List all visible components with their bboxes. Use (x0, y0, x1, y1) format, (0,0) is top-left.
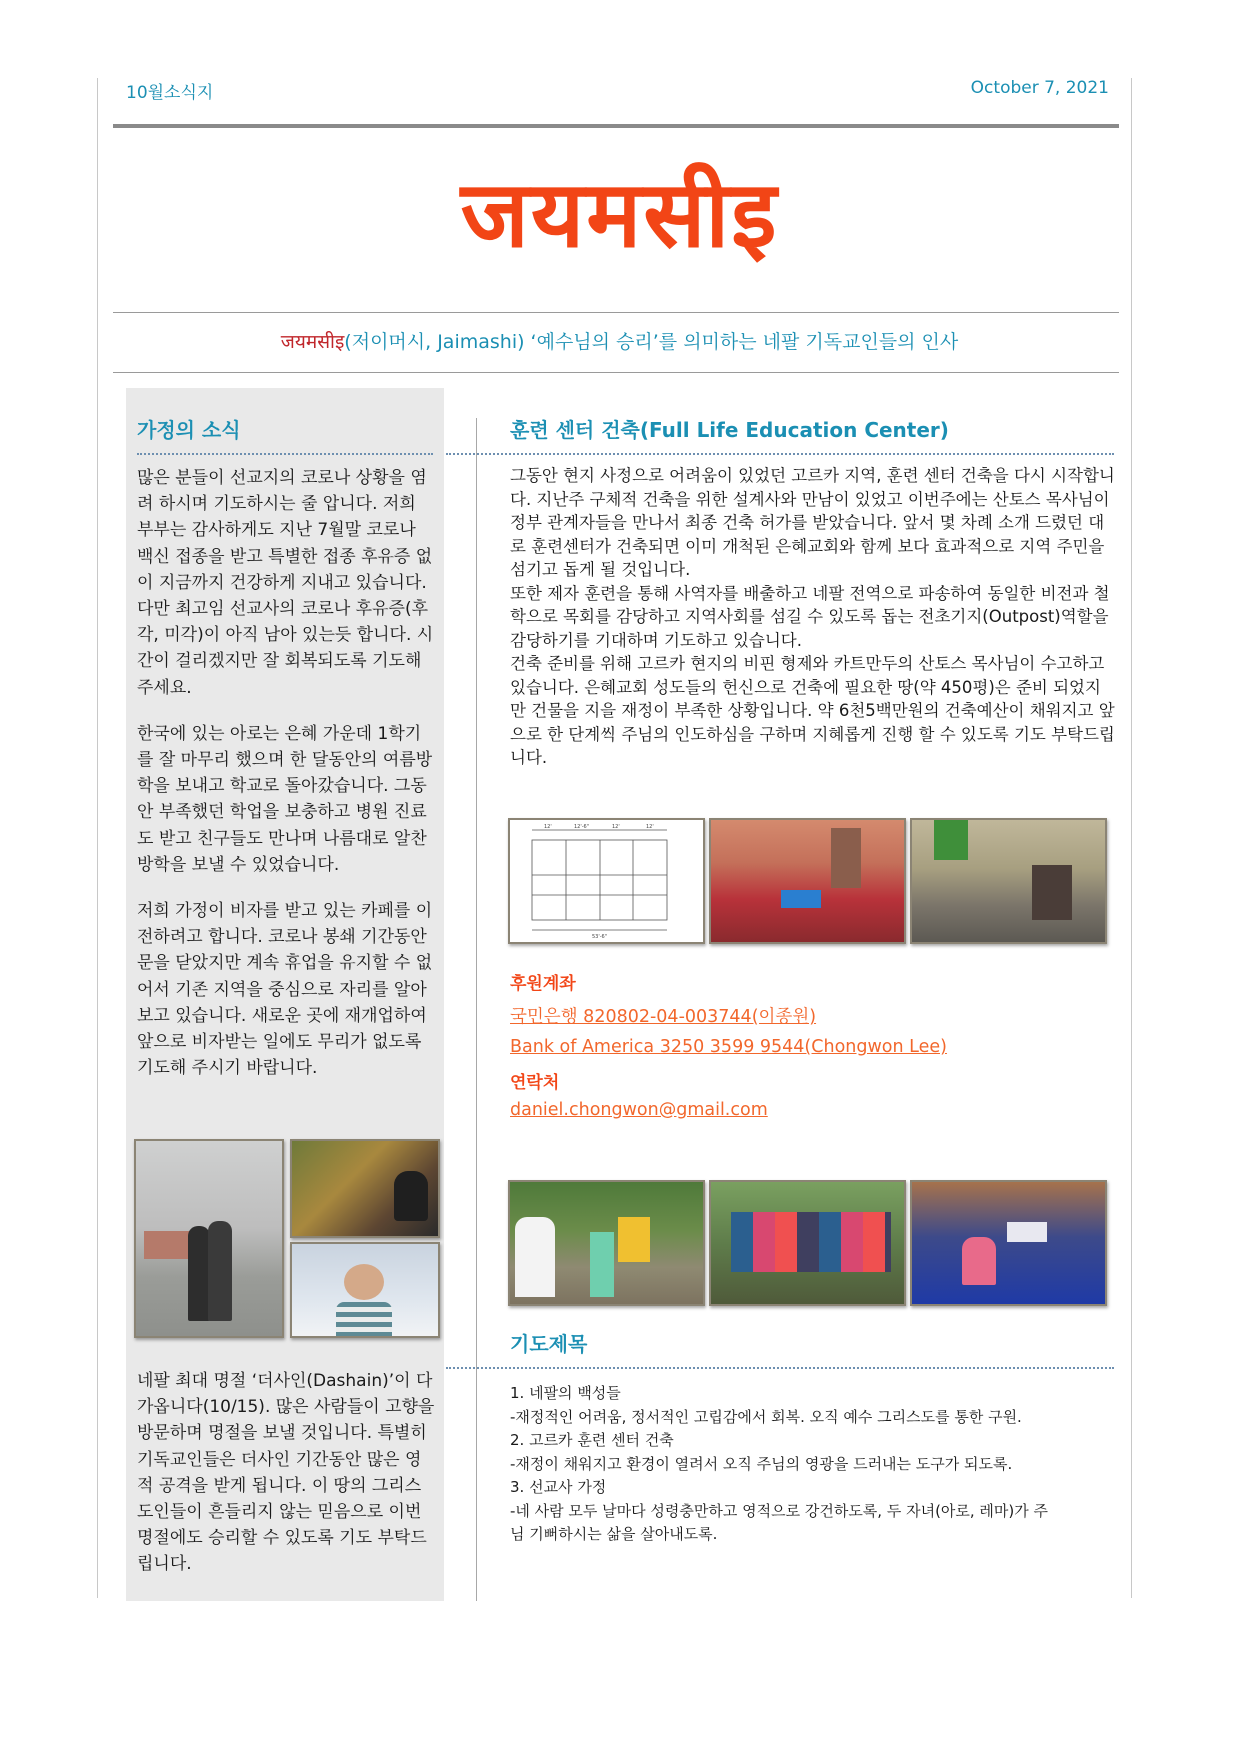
support-account-title: 후원계좌 (510, 974, 576, 994)
issue-label: 10월소식지 (126, 83, 214, 103)
email-link[interactable]: daniel.chongwon@gmail.com (510, 1100, 768, 1120)
kb-account-link[interactable]: 국민은행 820802-04-003744(이종원) (510, 1007, 817, 1027)
prayer-item-detail: -재정이 채워지고 환경이 열려서 오직 주님의 영광을 드러내는 도구가 되도록. (510, 1454, 1013, 1473)
family-photo-couple (134, 1139, 284, 1338)
masthead-title: जयमसीइ (460, 161, 779, 268)
prayer-item-detail: -네 사람 모두 날마다 성령충만하고 영적으로 강건하도록, 두 자녀(아로, 레마)가 주 (510, 1501, 1049, 1520)
sidebar-dashain (137, 1368, 437, 1598)
prayer-item-detail: -재정적인 어려움, 정서적인 고립감에서 회복. 오직 예수 그리스도를 통한 구원. (510, 1407, 1022, 1426)
prayer-title-divider (446, 1367, 1114, 1369)
prayer-item: 3. 선교사 가정 (510, 1478, 607, 1496)
floorplan-dim: 12' (612, 824, 620, 830)
floorplan-dim: 12'-6" (574, 824, 590, 830)
main-title-divider (446, 453, 1114, 455)
children-study-photo (910, 1180, 1107, 1306)
prayer-title: 기도제목 (510, 1332, 588, 1356)
issue-date: October 7, 2021 (970, 78, 1109, 98)
main-paragraph: 또한 제자 훈련을 통해 사역자를 배출하고 네팔 전역으로 파송하여 동일한 비전과 철학으로 목회를 감당하고 지역사회를 섬길 수 있도록 돕는 전초기지(Outpost)역할을 감당하기를 기대하며 기도하고 있습니다. (510, 583, 1110, 650)
tagline-top-rule (113, 312, 1119, 313)
sidebar-body (137, 465, 437, 1101)
sidebar-title-divider (137, 453, 433, 455)
floorplan-dim-total: 53'-6" (592, 934, 608, 940)
family-photo-son (290, 1242, 440, 1338)
church-gathering-photo (709, 818, 906, 944)
main-paragraph: 건축 준비를 위해 고르카 현지의 비핀 형제와 카트만두의 산토스 목사님이 수고하고 있습니다. 은혜교회 성도들의 헌신으로 건축에 필요한 땅(약 450평)은 준비 되었지만 건물을 지을 재정이 부족한 상황입니다. 약 6천5백만원의 건축예산이 채워지고 앞으로 한 단계씩 주님의 인도하심을 구하며 지혜롭게 진행 할 수 있도록 기도 부탁드립니다. (510, 654, 1115, 767)
column-divider (476, 418, 477, 1601)
main-paragraph: 그동안 현지 사정으로 어려움이 있었던 고르카 지역, 훈련 센터 건축을 다시 시작합니다. 지난주 구체적 건축을 위한 설계사와 만남이 있었고 이번주에는 산토스 목사님이 정부 관계자들을 만나서 최종 건축 허가를 받았습니다. 앞서 몇 차례 소개 드렸던 대로 훈련센터가 건축되면 이미 개척된 은혜교회와 함께 보다 효과적으로 지역 주민을 섬기고 돕게 될 것입니다. (510, 466, 1115, 579)
sidebar-paragraph: 한국에 있는 아로는 은혜 가운데 1학기를 잘 마무리 했으며 한 달동안의 여름방학을 보내고 학교로 돌아갔습니다. 그동안 부족했던 학업을 보충하고 병원 진료도 받고 친구들도 만나며 나름대로 알찬 방학을 보낼 수 있었습니다. (137, 723, 433, 875)
boa-account-link[interactable]: Bank of America 3250 3599 9544(Chongwon Lee) (510, 1037, 947, 1057)
tagline-nepali: जयमसीइ (280, 331, 345, 353)
prayer-item: 1. 네팔의 백성들 (510, 1384, 621, 1402)
floorplan-image (508, 818, 705, 944)
floorplan-drawing (510, 820, 703, 942)
sidebar-paragraph: 저희 가정이 비자를 받고 있는 카페를 이전하려고 합니다. 코로나 봉쇄 기간동안 문을 닫았지만 계속 휴업을 유지할 수 없어서 기존 지역을 중심으로 자리를 알아보고 있습니다. 새로운 곳에 재개업하여 앞으로 비자받는 일에도 무리가 없도록 기도해 주시기 바랍니다. (137, 901, 433, 1079)
prayer-list (510, 1382, 1120, 1547)
tagline-bottom-rule (113, 372, 1119, 373)
page-frame-left (97, 78, 98, 1598)
sidebar-paragraph: 많은 분들이 선교지의 코로나 상황을 염려 하시며 기도하시는 줄 압니다. 저희 부부는 감사하게도 지난 7월말 코로나 백신 접종을 받고 특별한 접종 후유증 없이 지금까지 건강하게 지내고 있습니다. 다만 최고임 선교사의 코로나 후유증(후각, 미각)이 아직 남아 있는듯 합니다. 시간이 걸리겠지만 잘 회복되도록 기도해주세요. (137, 468, 434, 698)
contact-title: 연락처 (510, 1073, 560, 1093)
floorplan-dim: 12' (646, 824, 654, 830)
page-frame-right (1131, 78, 1132, 1598)
tagline (0, 327, 1239, 354)
sidebar-title: 가정의 소식 (137, 418, 241, 442)
children-group-photo (709, 1180, 906, 1306)
main-title: 훈련 센터 건축(Full Life Education Center) (510, 418, 949, 442)
floorplan-dim: 12' (544, 824, 552, 830)
prayer-item-detail: 님 기뻐하시는 삶을 살아내도록. (510, 1525, 718, 1543)
sidebar-paragraph-dashain: 네팔 최대 명절 ‘더사인(Dashain)’이 다가옵니다(10/15). 많은 사람들이 고향을 방문하며 명절을 보낼 것입니다. 특별히 기독교인들은 더사인 기간동안 많은 영적 공격을 받게 됩니다. 이 땅의 그리스도인들이 흔들리지 않는 믿음으로 이번 명절에도 승리할 수 있도록 기도 부탁드립니다. (137, 1371, 435, 1575)
church-meeting-photo (910, 818, 1107, 944)
family-photo-cafe (290, 1139, 440, 1238)
header-rule (113, 124, 1119, 128)
prayer-item: 2. 고르카 훈련 센터 건축 (510, 1431, 674, 1449)
main-body (510, 464, 1115, 770)
village-visit-photo (508, 1180, 705, 1306)
tagline-text: (저이머시, Jaimashi) ‘예수님의 승리’를 의미하는 네팔 기독교인들의 인사 (344, 331, 959, 353)
